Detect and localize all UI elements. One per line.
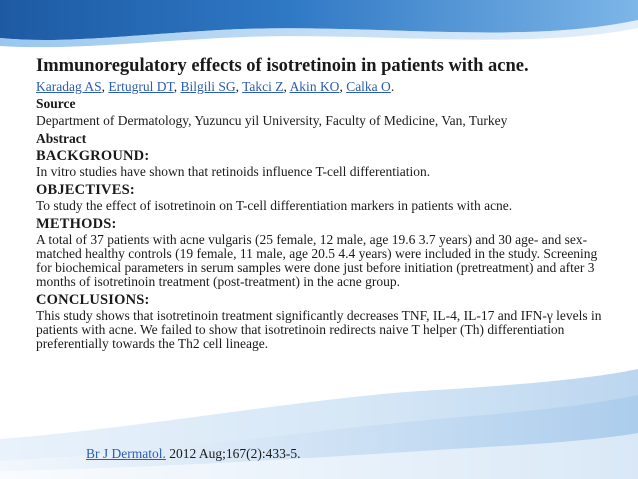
author-separator: , [235, 79, 243, 94]
author-separator: , [173, 79, 181, 94]
author-link[interactable]: Akin KO [289, 79, 340, 94]
source-label: Source [36, 96, 76, 111]
author-link[interactable]: Bilgili SG [180, 79, 236, 94]
background-heading: BACKGROUND: [36, 148, 150, 164]
background-text: In vitro studies have shown that retinoids influence T-cell differentiation. [36, 164, 431, 179]
conclusions-text: This study shows that isotretinoin treatment significantly decreases TNF, IL-4, IL-17 and IFN-γ levels in patients with acne. We failed to show that isotretinoin redirects naive T helper (Th) differentiation preferentially towards the Th2 cell lineage. [36, 308, 602, 351]
conclusions-heading: CONCLUSIONS: [36, 292, 150, 308]
author-list [36, 78, 606, 95]
author-separator: , [101, 79, 109, 94]
footer-wave [0, 369, 638, 479]
source-text: Department of Dermatology, Yuzuncu yil University, Faculty of Medicine, Van, Turkey [36, 113, 508, 128]
abstract-label: Abstract [36, 131, 87, 146]
author-link[interactable]: Karadag AS [36, 79, 102, 94]
author-separator: . [390, 79, 395, 94]
citation [86, 446, 301, 462]
article-title: Immunoregulatory effects of isotretinoin in patients with acne. [36, 56, 529, 76]
author-link[interactable]: Takci Z [242, 79, 284, 94]
header-band [0, 0, 638, 50]
author-separator: , [339, 79, 347, 94]
objectives-text: To study the effect of isotretinoin on T-cell differentiation markers in patients with acne. [36, 198, 513, 213]
author-separator: , [283, 79, 290, 94]
objectives-heading: OBJECTIVES: [36, 182, 135, 198]
methods-text: A total of 37 patients with acne vulgaris (25 female, 12 male, age 19.6 3.7 years) and 30 age- and sex-matched healthy controls (19 female, 11 male, age 20.5 4.4 years) were included in the study. Screening for biochemical parameters in serum samples were done just before initiation (pretreatment) and after 3 months of isotretinoin treatment (post-treatment) in the acne group. [36, 232, 598, 289]
author-link[interactable]: Ertugrul DT [108, 79, 174, 94]
citation-details: 2012 Aug;167(2):433-5. [165, 446, 301, 461]
methods-heading: METHODS: [36, 216, 117, 232]
article-content [36, 57, 606, 351]
author-link[interactable]: Calka O [346, 79, 391, 94]
journal-link[interactable]: Br J Dermatol. [86, 446, 166, 461]
